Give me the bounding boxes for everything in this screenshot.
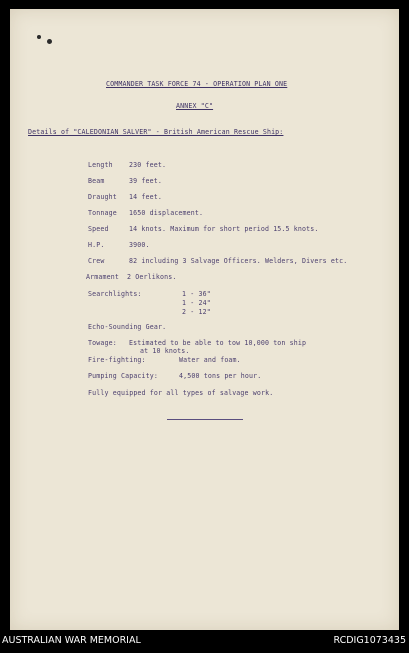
spec-label: Speed [88, 225, 109, 233]
spec-label: Length [88, 161, 113, 169]
spec-label: Beam [88, 177, 105, 185]
towage-value: Estimated to be able to tow 10,000 ton ship [129, 339, 307, 347]
searchlight-value: 2 - 12" [182, 308, 211, 316]
footer-source: AUSTRALIAN WAR MEMORIAL [2, 635, 141, 646]
spec-value: 39 feet. [129, 177, 162, 185]
spec-value: 14 feet. [129, 193, 162, 201]
punch-hole [47, 39, 52, 44]
spec-value: 2 Oerlikons. [127, 273, 177, 281]
spec-value: 230 feet. [129, 161, 167, 169]
punch-hole [37, 35, 41, 39]
footer-bar [0, 630, 409, 653]
pumping-label: Pumping Capacity: [88, 372, 159, 380]
document-heading: COMMANDER TASK FORCE 74 - OPERATION PLAN ONE [106, 80, 288, 88]
end-divider [167, 419, 243, 420]
spec-value: 14 knots. Maximum for short period 15.5 knots. [129, 225, 319, 233]
annex-title: ANNEX "C" [176, 102, 214, 110]
spec-value: 1650 displacement. [129, 209, 204, 217]
pumping-value: 4,500 tons per hour. [179, 372, 262, 380]
footer-id: RCDIG1073435 [333, 635, 406, 646]
fire-fighting-value: Water and foam. [179, 356, 241, 364]
spec-label: Draught [88, 193, 117, 201]
fire-fighting-label: Fire-fighting: [88, 356, 146, 364]
spec-label: Tonnage [88, 209, 117, 217]
searchlight-value: 1 - 24" [182, 299, 211, 307]
searchlights-label: Searchlights: [88, 290, 142, 298]
spec-label: H.P. [88, 241, 105, 249]
spec-label: Armament [86, 273, 119, 281]
echo-sounding: Echo-Sounding Gear. [88, 323, 167, 331]
towage-value-cont: at 10 knots. [140, 347, 190, 355]
searchlight-value: 1 - 36" [182, 290, 211, 298]
spec-value: 82 including 3 Salvage Officers. Welders, Divers etc. [129, 257, 348, 265]
spec-label: Crew [88, 257, 105, 265]
spec-value: 3900. [129, 241, 150, 249]
document-page [10, 9, 399, 630]
towage-label: Towage: [88, 339, 117, 347]
closing-line: Fully equipped for all types of salvage work. [88, 389, 274, 397]
document-subtitle: Details of "CALEDONIAN SALVER" - British American Rescue Ship: [28, 128, 284, 136]
